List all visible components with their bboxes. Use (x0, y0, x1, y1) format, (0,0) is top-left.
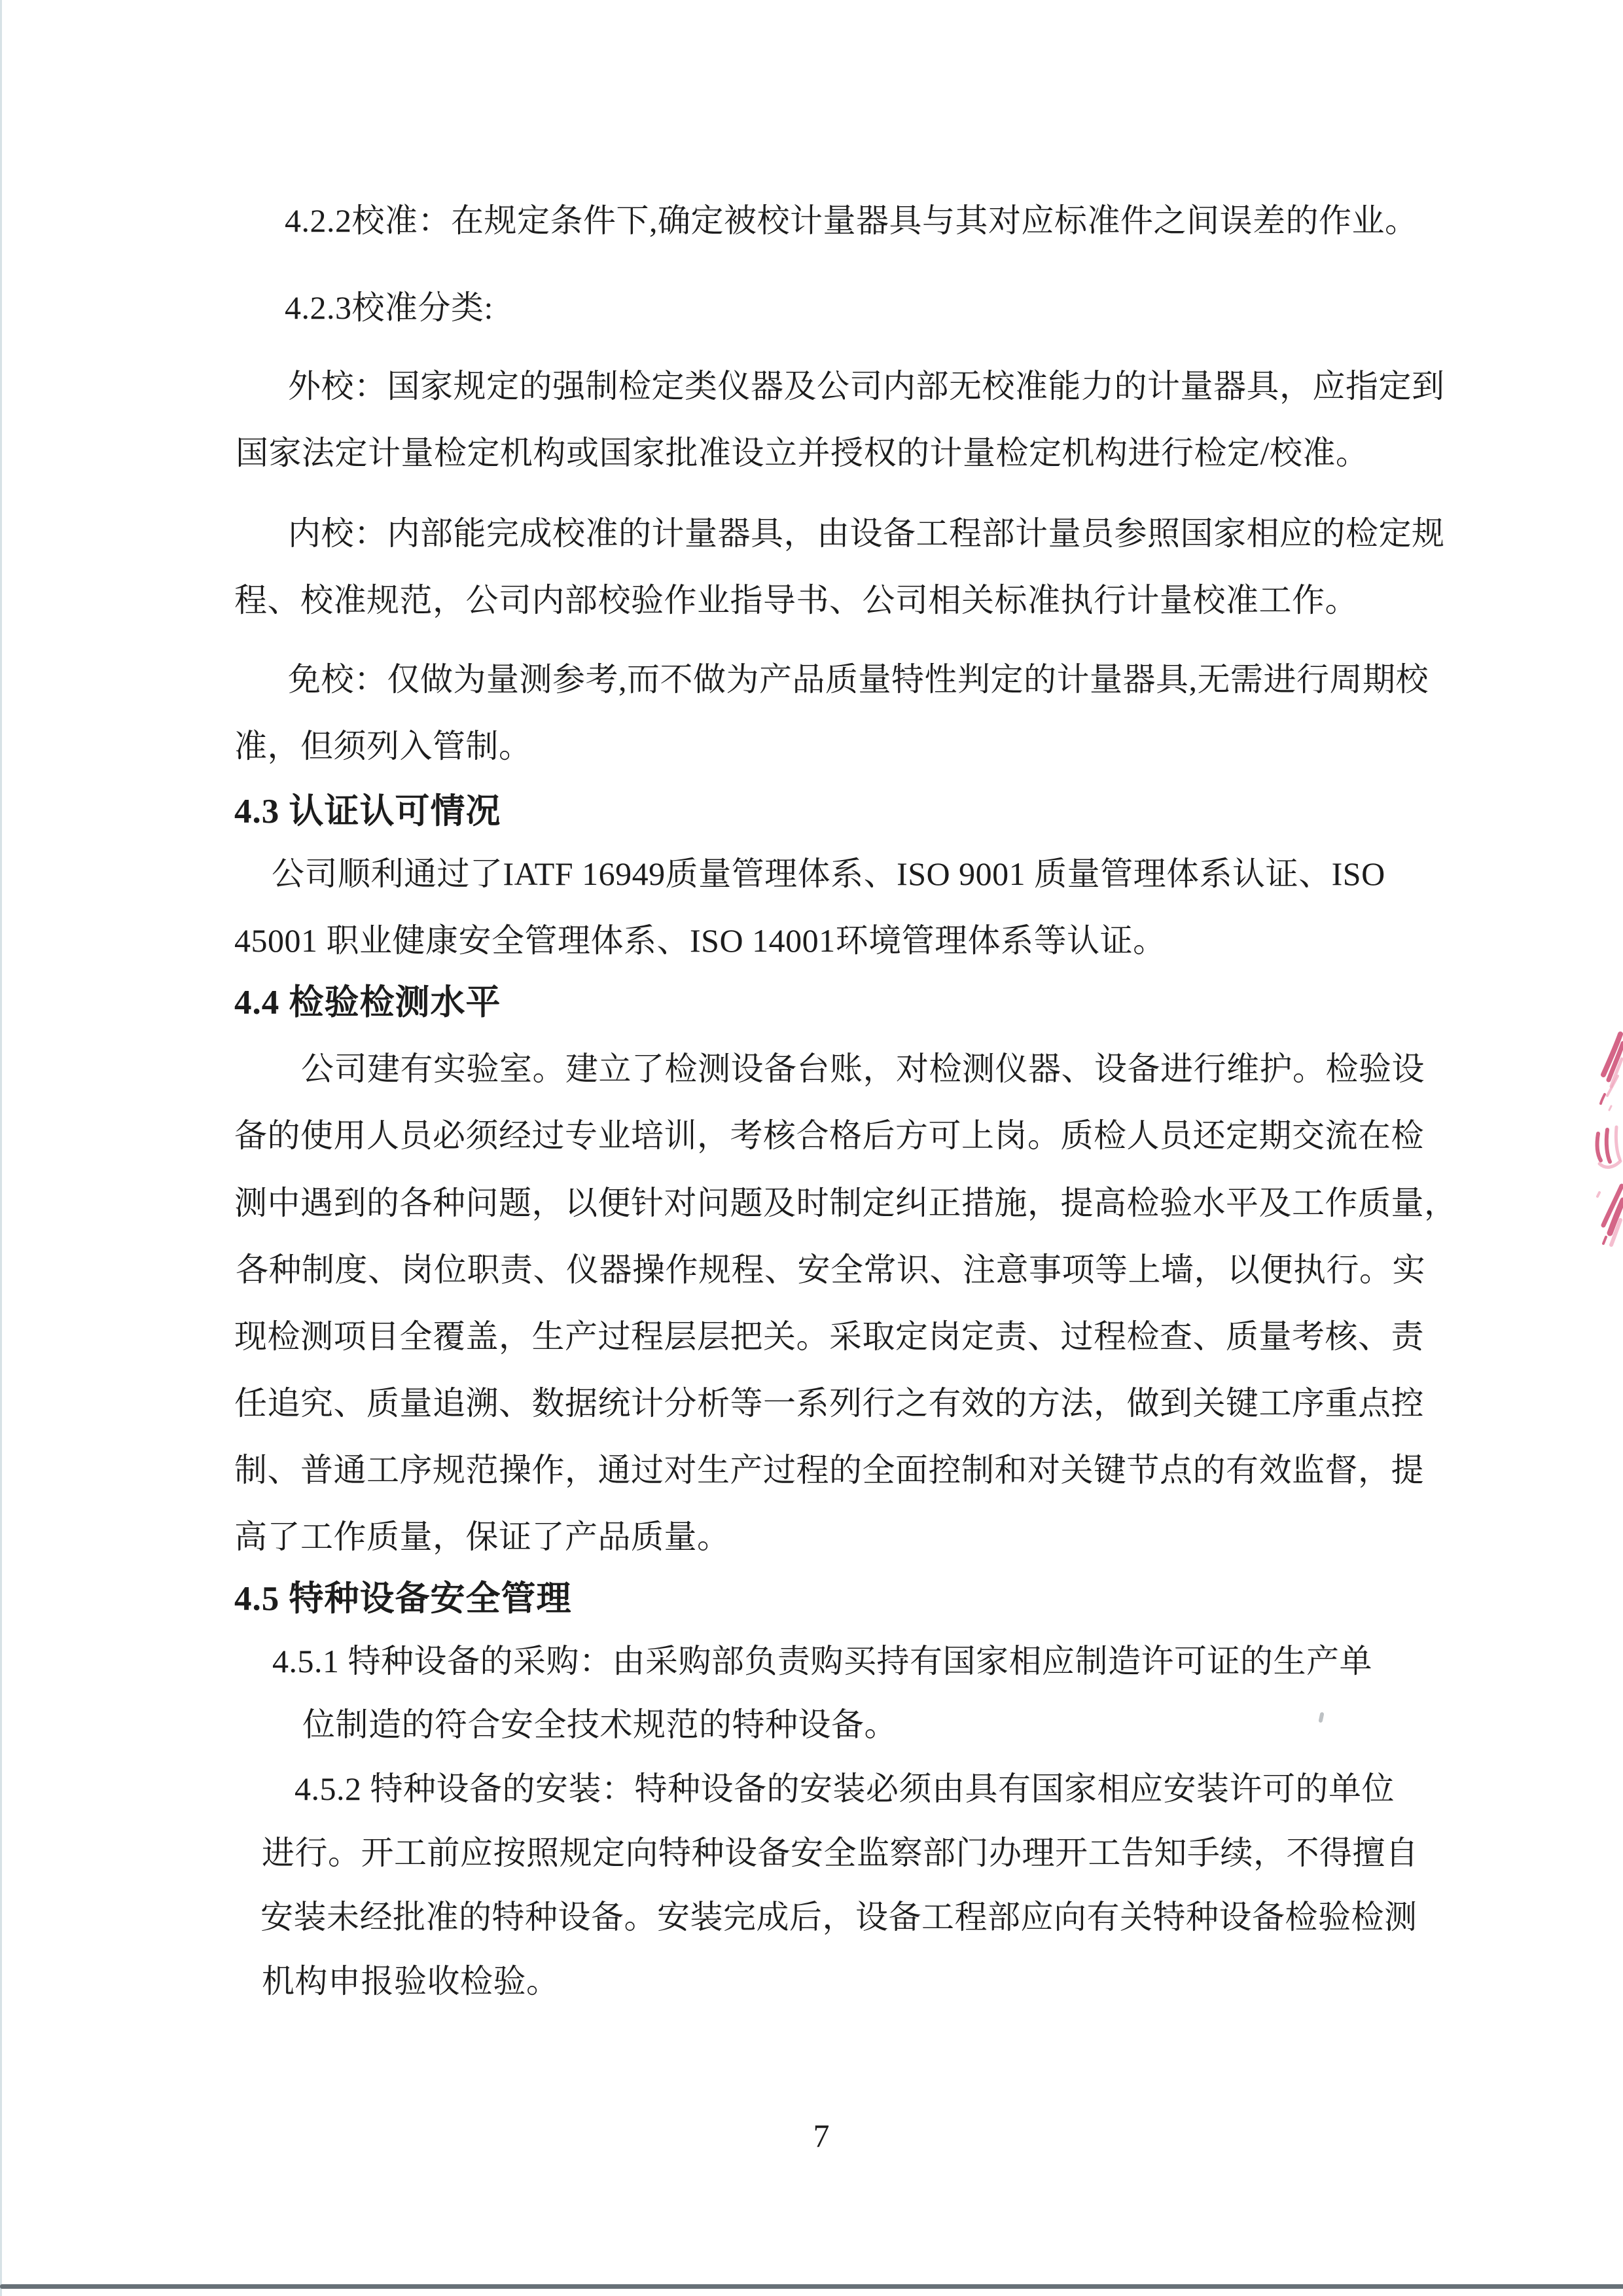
red-seal-stamp-fragment (1592, 1029, 1623, 1255)
doc-line: 内校：内部能完成校准的计量器具，由设备工程部计量员参照国家相应的检定规 (288, 515, 1445, 552)
doc-line: 备的使用人员必须经过专业培训，考核合格后方可上岗。质检人员还定期交流在检 (234, 1117, 1424, 1154)
doc-line: 45001 职业健康安全管理体系、ISO 14001环境管理体系等认证。 (234, 922, 1166, 959)
doc-line: 高了工作质量，保证了产品质量。 (234, 1518, 730, 1555)
doc-line: 免校：仅做为量测参考,而不做为产品质量特性判定的计量器具,无需进行周期校 (288, 661, 1429, 698)
page-left-edge-line (0, 0, 2, 2296)
page-bottom-edge-line (0, 2284, 1623, 2289)
doc-line: 公司建有实验室。建立了检测设备台账，对检测仪器、设备进行维护。检验设 (301, 1050, 1425, 1087)
doc-line: 国家法定计量检定机构或国家批准设立并授权的计量检定机构进行检定/校准。 (236, 435, 1369, 471)
doc-line: 现检测项目全覆盖，生产过程层层把关。采取定岗定责、过程检查、质量考核、责 (234, 1318, 1424, 1355)
doc-line: 4.5.2 特种设备的安装：特种设备的安装必须由具有国家相应安装许可的单位 (294, 1770, 1395, 1807)
doc-line: 机构申报验收检验。 (262, 1963, 560, 2000)
doc-line: 4.5.1 特种设备的采购：由采购部负责购买持有国家相应制造许可证的生产单 (272, 1643, 1372, 1679)
doc-line: 各种制度、岗位职责、仪器操作规程、安全常识、注意事项等上墙，以便执行。实 (236, 1251, 1425, 1288)
doc-line: 4.2.2校准：在规定条件下,确定被校计量器具与其对应标准件之间误差的作业。 (285, 202, 1418, 239)
doc-line: 进行。开工前应按照规定向特种设备安全监察部门办理开工告知手续，不得擅自 (262, 1835, 1419, 1871)
doc-line: 程、校准规范，公司内部校验作业指导书、公司相关标准执行计量校准工作。 (234, 582, 1358, 619)
doc-line: 准，但须列入管制。 (234, 728, 532, 764)
doc-line: 任追究、质量追溯、数据统计分析等一系列行之有效的方法，做到关键工序重点控 (234, 1385, 1424, 1422)
doc-line: 测中遇到的各种问题，以便针对问题及时制定纠正措施，提高检验水平及工作质量， (234, 1185, 1457, 1221)
doc-line: 公司顺利通过了IATF 16949质量管理体系、ISO 9001 质量管理体系认证、ISO (272, 855, 1385, 892)
doc-line: 4.2.3校准分类: (285, 289, 493, 326)
doc-line: 安装未经批准的特种设备。安装完成后，设备工程部应向有关特种设备检验检测 (260, 1899, 1418, 1935)
doc-line: 制、普通工序规范操作，通过对生产过程的全面控制和对关键节点的有效监督，提 (234, 1452, 1424, 1488)
section-heading-4-4: 4.4 检验检测水平 (234, 984, 501, 1022)
section-heading-4-3: 4.3 认证认可情况 (234, 793, 501, 831)
doc-line: 外校：国家规定的强制检定类仪器及公司内部无校准能力的计量器具，应指定到 (288, 368, 1445, 404)
stray-ink-speck (1318, 1712, 1324, 1723)
page-number: 7 (813, 2117, 830, 2154)
doc-line: 位制造的符合安全技术规范的特种设备。 (302, 1706, 897, 1743)
section-heading-4-5: 4.5 特种设备安全管理 (234, 1580, 572, 1618)
